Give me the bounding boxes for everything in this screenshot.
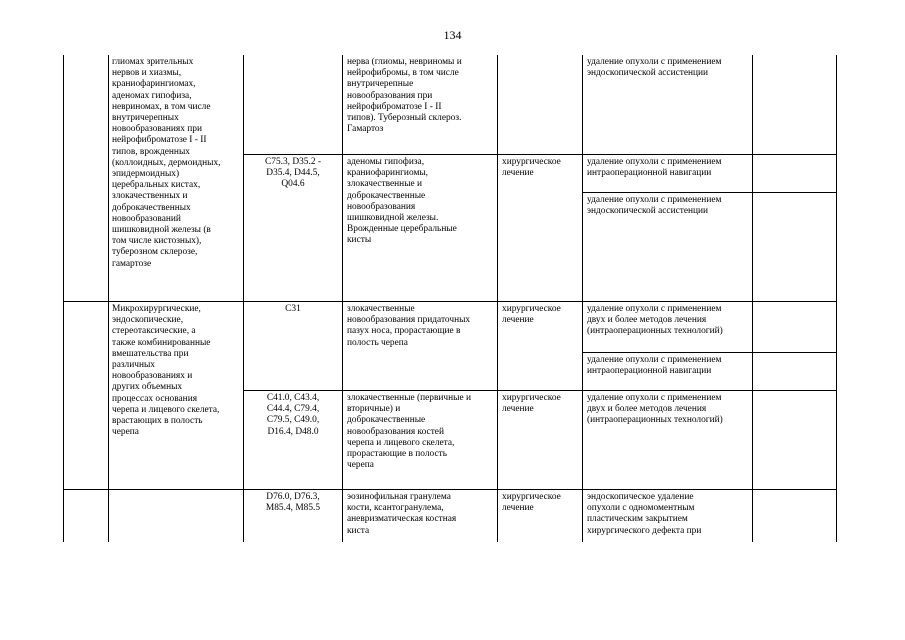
grid-line (63, 489, 837, 490)
row-1b-diagnosis: аденомы гипофиза, краниофарингиомы, злокачественные и доброкачественные новообразования шишковидной железы. Врожденные церебральные кисты (347, 157, 457, 246)
grid-line (342, 55, 343, 542)
grid-line (752, 55, 753, 542)
row-2a-code: C31 (285, 304, 301, 314)
row-1b-code: C75.3, D35.2 - D35.4, D44.5, Q04.6 (265, 157, 321, 190)
row-1-description: глиомах зрительных нервов и хиазмы, краниофарингиомах, аденомах гипофиза, невриномах, в том числе внутричерепных новообразованиях при нейрофиброматозе I - II типов, врожденных (коллоидных, дермоидных, эпидермоидных) церебральных кистах, злокачественных и доброкачественных новообразований шишковидной железы (в том числе кистозных), туберозном склерозе, гамартозе (112, 57, 221, 269)
row-3-diagnosis: эозинофильная гранулема кости, ксантогранулема, аневризматическая костная киста (347, 492, 457, 536)
row-2a-diagnosis: злокачественные новообразования придаточных пазух носа, прорастающие в полость черепа (347, 304, 471, 348)
row-1b-method-1: удаление опухоли с применением интраоперационной навигации (587, 157, 722, 179)
grid-line (63, 301, 837, 302)
row-3-method-1: эндоскопическое удаление опухоли с одномоментным пластическим закрытием хирургического дефекта при (587, 492, 702, 536)
grid-line (243, 390, 837, 391)
row-2a-method-2: удаление опухоли с применением интраоперационной навигации (587, 355, 722, 377)
row-2-description: Микрохирургические, эндоскопические, стереотаксические, а также комбинированные вмешательства при различных новообразованиях и других объемных процессах основания черепа и лицевого скелета, врастающих в полость черепа (112, 304, 220, 438)
grid-line (582, 55, 583, 542)
row-1a-diagnosis: нерва (глиомы, невриномы и нейрофибромы, в том числе внутричерепные новообразования при нейрофиброматозе I - II типов). Туберозный склероз. Гамартоз (347, 57, 462, 135)
row-1b-treatment: хирургическое лечение (502, 157, 561, 179)
grid-line (243, 154, 837, 155)
grid-line (243, 55, 244, 542)
grid-line (497, 55, 498, 542)
grid-line (63, 55, 64, 542)
page-number: 134 (443, 28, 462, 42)
row-3-code: D76.0, D76.3, M85.4, M85.5 (265, 492, 321, 514)
grid-line (108, 55, 109, 542)
row-2b-treatment: хирургическое лечение (502, 393, 561, 415)
grid-line (836, 55, 837, 542)
row-1a-method-1: удаление опухоли с применением эндоскопической ассистенции (587, 57, 722, 79)
row-2a-method-1: удаление опухоли с применением двух и более методов лечения (интраоперационных технологий) (587, 304, 723, 337)
grid-line (582, 352, 837, 353)
grid-line (582, 192, 837, 193)
row-1b-method-2: удаление опухоли с применением эндоскопической ассистенции (587, 195, 722, 217)
row-3-treatment: хирургическое лечение (502, 492, 561, 514)
row-2b-code: C41.0, C43.4, C44.4, C79.4, C79.5, C49.0, D16.4, D48.0 (266, 393, 320, 437)
row-2b-diagnosis: злокачественные (первичные и вторичные) и доброкачественные новообразования костей черепа и лицевого скелета, прорастающие в полость черепа (347, 393, 471, 471)
row-2b-method-1: удаление опухоли с применением двух и более методов лечения (интраоперационных технологий) (587, 393, 723, 426)
row-2a-treatment: хирургическое лечение (502, 304, 561, 326)
